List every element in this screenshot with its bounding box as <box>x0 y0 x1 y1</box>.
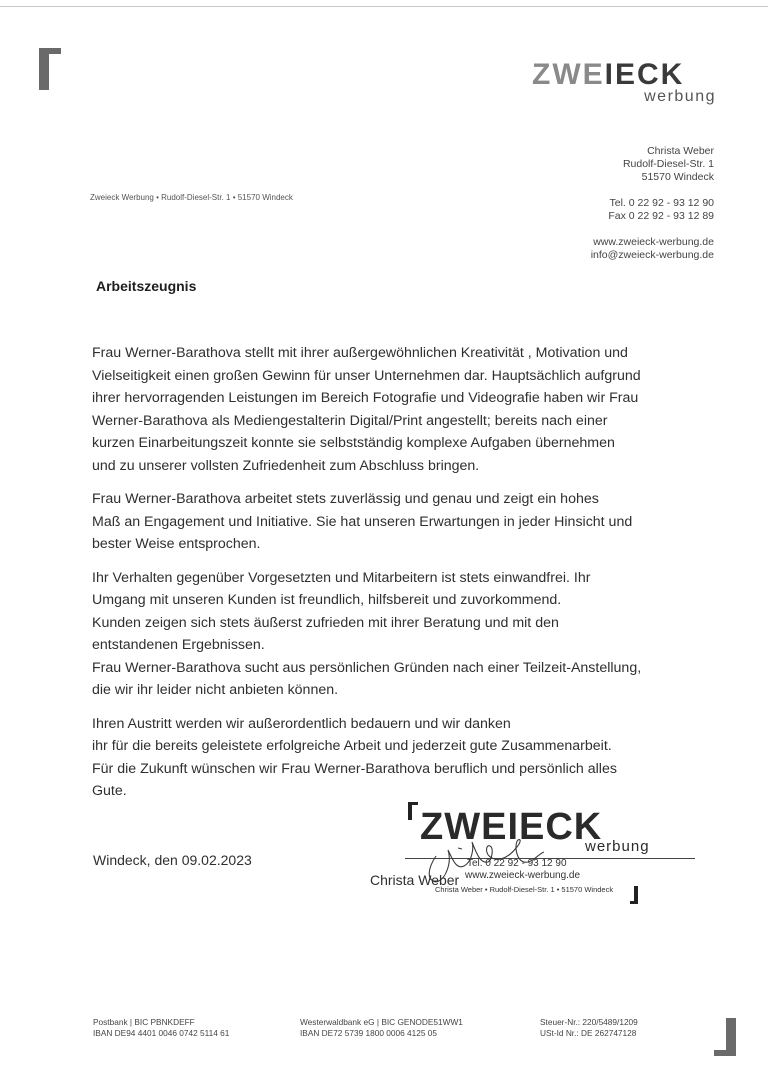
stamp-website: www.zweieck-werbung.de <box>465 870 581 881</box>
footer-line: Postbank | BIC PBNKDEFF <box>93 1017 195 1027</box>
stamp-logo-mark: I <box>507 806 519 848</box>
corner-bracket-bottom-right <box>714 1018 736 1056</box>
stamp-bracket-icon <box>630 886 638 904</box>
sender-email: info@zweieck-werbung.de <box>590 249 714 261</box>
footer-bank-1 <box>93 1017 229 1039</box>
text-line: ihrer hervorragenden Leistungen im Bereich Fotografie und Videografie haben wir Frau <box>92 390 639 406</box>
text-line: Ihren Austritt werden wir außerordentlich bedauern und wir danken <box>92 715 511 732</box>
footer-line: USt-Id Nr.: DE 262747128 <box>540 1028 637 1038</box>
text-line: Maß an Engagement und Initiative. Sie hat unseren Erwartungen in jeder Hinsicht und <box>92 513 633 530</box>
sender-phone: Tel. 0 22 92 - 93 12 90 <box>609 197 714 209</box>
sender-fax: Fax 0 22 92 - 93 12 89 <box>608 210 714 222</box>
footer-line: IBAN DE72 5739 1800 0006 4125 05 <box>300 1028 438 1038</box>
text-line: und zu unserer vollsten Zufriedenheit zum Abschluss bringen. <box>92 457 480 474</box>
footer-line: IBAN DE94 4401 0046 0742 5114 61 <box>93 1028 230 1038</box>
footer-line: Steuer-Nr.: 220/5489/1209 <box>540 1017 638 1027</box>
text-line: Ihr Verhalten gegenüber Vorgesetzten und Mitarbeitern ist stets einwandfrei. Ihr <box>92 569 591 586</box>
logo-subtitle: werbung <box>644 88 716 105</box>
text-line: ihr für die bereits geleistete erfolgreiche Arbeit und jederzeit gute Zusammenarbeit. <box>92 738 612 754</box>
company-logo <box>532 58 722 108</box>
stamp-address: Christa Weber • Rudolf-Diesel-Str. 1 • 51570 Windeck <box>435 885 614 894</box>
text-line: Frau Werner-Barathova sucht aus persönlichen Gründen nach einer Teilzeit-Anstellung, <box>92 659 642 676</box>
footer-tax <box>540 1017 638 1039</box>
text-line: Frau Werner-Barathova stellt mit ihrer außergewöhnlichen Kreativität , Motivation und <box>92 345 628 361</box>
paragraph-3 <box>92 567 702 702</box>
sender-city: 51570 Windeck <box>641 171 714 183</box>
text-line: Werner-Barathova als Mediengestalterin Digital/Print angestellt; bereits nach einer <box>92 412 608 429</box>
text-line: entstandenen Ergebnissen. <box>92 637 265 653</box>
text-line: Kunden zeigen sich stets äußerst zufrieden mit ihrer Beratung und mit den <box>92 614 559 631</box>
letter-body <box>92 342 702 814</box>
logo-text-suffix: ECK <box>615 58 685 91</box>
stamp-logo-suffix: ECK <box>519 806 603 848</box>
paragraph-4 <box>92 713 702 803</box>
text-line: Vielseitigkeit einen großen Gewinn für unser Unternehmen dar. Hauptsächlich aufgrund <box>92 367 641 384</box>
footer-line: Westerwaldbank eG | BIC GENODE51WW1 <box>300 1017 463 1027</box>
signer-name: Christa Weber <box>370 872 460 888</box>
stamp-subtitle: werbung <box>585 838 650 855</box>
sender-address-block <box>591 145 714 262</box>
document-title: Arbeitszeugnis <box>96 278 197 294</box>
text-line: Frau Werner-Barathova arbeitet stets zuverlässig und genau und zeigt ein hohes <box>92 491 599 507</box>
text-line: die wir ihr leider nicht anbieten können. <box>92 682 339 698</box>
text-line: Umgang mit unseren Kunden ist freundlich, hilfsbereit und zuvorkommend. <box>92 592 562 608</box>
sender-name: Christa Weber <box>647 145 714 157</box>
text-line: Gute. <box>92 783 127 799</box>
sender-website: www.zweieck-werbung.de <box>593 236 714 248</box>
scan-edge-line <box>0 6 768 7</box>
paragraph-1 <box>92 342 702 477</box>
logo-mark: I <box>604 58 615 91</box>
return-address-line: Zweieck Werbung • Rudolf-Diesel-Str. 1 • 51570 Windeck <box>90 193 293 202</box>
text-line: Für die Zukunft wünschen wir Frau Werner-Barathova beruflich und persönlich alles <box>92 760 617 777</box>
stamp-logo-prefix: ZWE <box>420 806 508 848</box>
place-and-date: Windeck, den 09.02.2023 <box>93 852 252 868</box>
logo-text-prefix: ZWE <box>532 58 605 91</box>
paragraph-2 <box>92 488 702 556</box>
text-line: kurzen Einarbeitungszeit konnte sie selbstständig komplexe Aufgaben übernehmen <box>92 435 615 451</box>
text-line: bester Weise entsprochen. <box>92 536 261 552</box>
stamp-bracket-icon <box>408 802 418 820</box>
stamp-phone: Tel. 0 22 92 - 93 12 90 <box>467 858 567 869</box>
corner-bracket-top-left <box>39 48 61 90</box>
footer-bank-2 <box>300 1017 463 1039</box>
sender-street: Rudolf-Diesel-Str. 1 <box>622 158 714 170</box>
